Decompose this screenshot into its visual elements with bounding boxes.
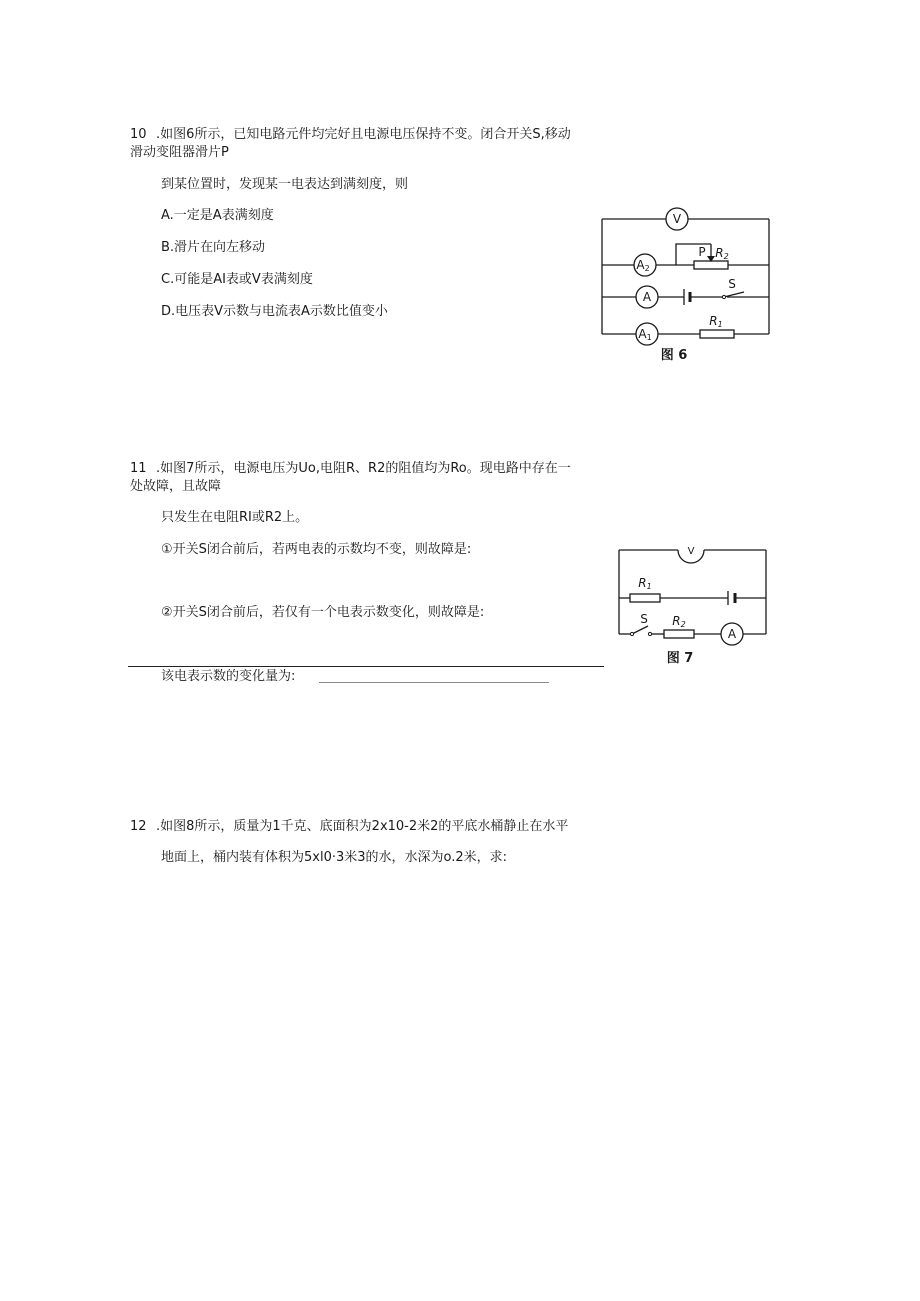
q10-option-c: C.可能是AI表或V表满刻度 — [161, 272, 313, 287]
q10-number: 10 — [130, 127, 147, 142]
q11-item3: 该电表示数的变化量为: — [161, 669, 296, 684]
q11-item1: ①开关S闭合前后，若两电表的示数均不变，则故障是: — [161, 542, 472, 557]
fig6-a-label: A — [642, 290, 652, 304]
fig6-a2-label: A2 — [636, 258, 650, 273]
q10-stem-line2: 滑动变阻器滑片P — [130, 145, 229, 160]
q11-stem-line1: .如图7所示，电源电压为Uo,电阻R、R2的阻值均为Ro。现电路中存在一 — [156, 461, 571, 476]
fig7-v-label: V — [687, 546, 695, 557]
q10-option-d: D.电压表V示数与电流表A示数比值变小 — [161, 304, 388, 319]
q10-stem-line1: .如图6所示，已知电路元件均完好且电源电压保持不变。闭合开关S,移动 — [156, 127, 571, 142]
fig7-caption: 图 7 — [666, 651, 694, 666]
fig7-a-label: A — [727, 627, 737, 641]
q11-stem-line3: 只发生在电阻RI或R2上。 — [161, 510, 309, 525]
fig6-s-label: S — [728, 277, 736, 291]
q12-stem-line1: .如图8所示，质量为1千克、底面积为2x10-2米2的平底水桶静止在水平 — [156, 819, 569, 834]
q11-item3-answer-blank — [319, 682, 549, 683]
fig6-a1-label: A1 — [638, 327, 652, 342]
fig7-r2-label: R2 — [672, 614, 686, 629]
fig6-r1-label: R1 — [709, 314, 723, 329]
q11-item2: ②开关S闭合前后，若仅有一个电表示数变化，则故障是: — [161, 605, 485, 620]
fig6-caption: 图 6 — [660, 348, 688, 363]
fig6-p-label: P — [698, 245, 706, 259]
q11-number: 11 — [130, 461, 147, 476]
fig6-v-label: V — [672, 212, 682, 226]
q10-option-a: A.一定是A表满刻度 — [161, 208, 274, 223]
fig7-r1-label: R1 — [638, 576, 652, 591]
q11-stem-line2: 处故障，且故障 — [130, 479, 222, 494]
q12-number: 12 — [130, 819, 147, 834]
q12-stem-line2: 地面上，桶内装有体积为5xl0·3米3的水，水深为o.2米，求: — [161, 850, 508, 865]
figure-7-circuit — [614, 540, 772, 670]
figure-6-circuit — [598, 206, 774, 366]
q10-stem-line3: 到某位置时，发现某一电表达到满刻度，则 — [161, 177, 409, 192]
fig7-s-label: S — [640, 612, 648, 626]
q11-item2-answer-line — [128, 666, 604, 667]
fig6-r2-label: R2 — [715, 246, 729, 261]
q10-option-b: B.滑片在向左移动 — [161, 240, 266, 255]
